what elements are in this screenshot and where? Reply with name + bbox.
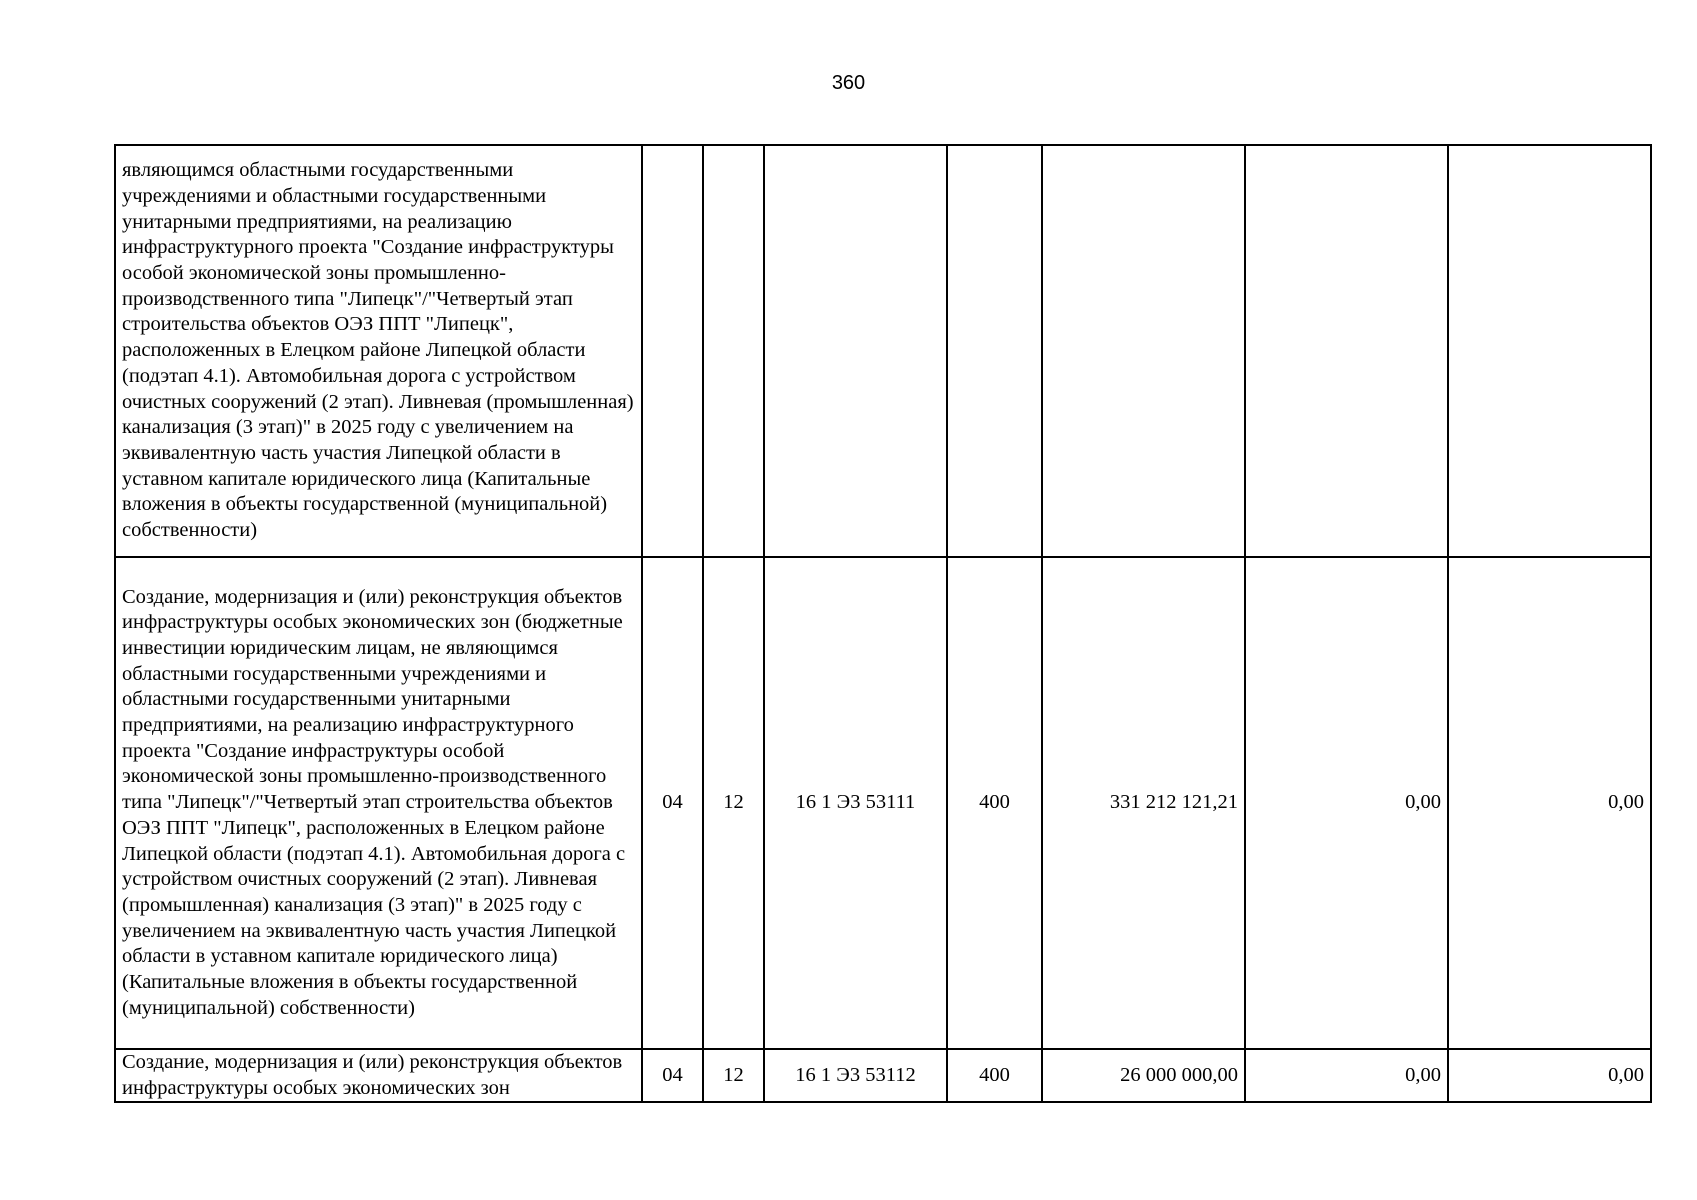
target-article-cell: 16 1 Э3 53112 — [764, 1049, 947, 1102]
description-text: являющимся областными государственными учреждениями и областными государственными унитарными предприятиями, на реализацию инфраструктурного проекта "Создание инфраструктуры особой экономической зоны промышленно-производственного типа "Липецк"/"Четвертый этап строительства объектов ОЭЗ ППТ "Липецк", расположенных в Елецком районе Липецкой области (подэтап 4.1). Автомобильная дорога с устройством очистных сооружений (2 этап). Ливневая (промышленная) канализация (3 этап)" в 2025 году с увеличением на эквивалентную часть участия Липецкой области в уставном капитале юридического лица (Капитальные вложения в объекты государственной (муниципальной) собственности) — [122, 159, 634, 542]
description-text: Создание, модернизация и (или) реконструкция объектов инфраструктуры особых экономических зон (бюджетные инвестиции юридическим лицам, не являющимся областными государственными учреждениями и областными государственными унитарными предприятиями, на реализацию инфраструктурного проекта "Создание инфраструктуры особой экономической зоны промышленно-производственного типа "Липецк"/"Четвертый этап строительства объектов ОЭЗ ППТ "Липецк", расположенных в Елецком районе Липецкой области (подэтап 4.1). Автомобильная дорога с устройством очистных сооружений (2 этап). Ливневая (промышленная) канализация (3 этап)" в 2025 году с увеличением на эквивалентную часть участия Липецкой области в уставном капитале юридического лица) (Капитальные вложения в объекты государственной (муниципальной) собственности) — [122, 585, 626, 1019]
table-row — [115, 557, 1651, 1049]
expense-type-cell — [947, 145, 1042, 557]
amount-2026-cell: 0,00 — [1245, 1049, 1448, 1102]
target-article-cell: 16 1 Э3 53111 — [764, 557, 947, 1049]
amount-2026-cell: 0,00 — [1245, 557, 1448, 1049]
budget-table — [114, 144, 1652, 1103]
amount-2026-cell — [1245, 145, 1448, 557]
amount-2025-cell: 331 212 121,21 — [1042, 557, 1245, 1049]
expense-type-cell: 400 — [947, 557, 1042, 1049]
table-row — [115, 145, 1651, 557]
amount-2025-cell: 26 000 000,00 — [1042, 1049, 1245, 1102]
description-cell — [115, 145, 642, 557]
subsection-cell — [703, 145, 764, 557]
amount-2025-cell — [1042, 145, 1245, 557]
subsection-cell: 12 — [703, 557, 764, 1049]
amount-2027-cell — [1448, 145, 1651, 557]
amount-2027-cell: 0,00 — [1448, 557, 1651, 1049]
expense-type-cell: 400 — [947, 1049, 1042, 1102]
target-article-cell — [764, 145, 947, 557]
table-row — [115, 1049, 1651, 1102]
description-cell — [115, 1049, 642, 1102]
section-cell — [642, 145, 703, 557]
section-cell: 04 — [642, 557, 703, 1049]
subsection-cell: 12 — [703, 1049, 764, 1102]
page-number: 360 — [831, 72, 866, 94]
amount-2027-cell: 0,00 — [1448, 1049, 1651, 1102]
description-cell — [115, 557, 642, 1049]
description-text: Создание, модернизация и (или) реконструкция объектов инфраструктуры особых экономических зон — [122, 1051, 623, 1099]
section-cell: 04 — [642, 1049, 703, 1102]
